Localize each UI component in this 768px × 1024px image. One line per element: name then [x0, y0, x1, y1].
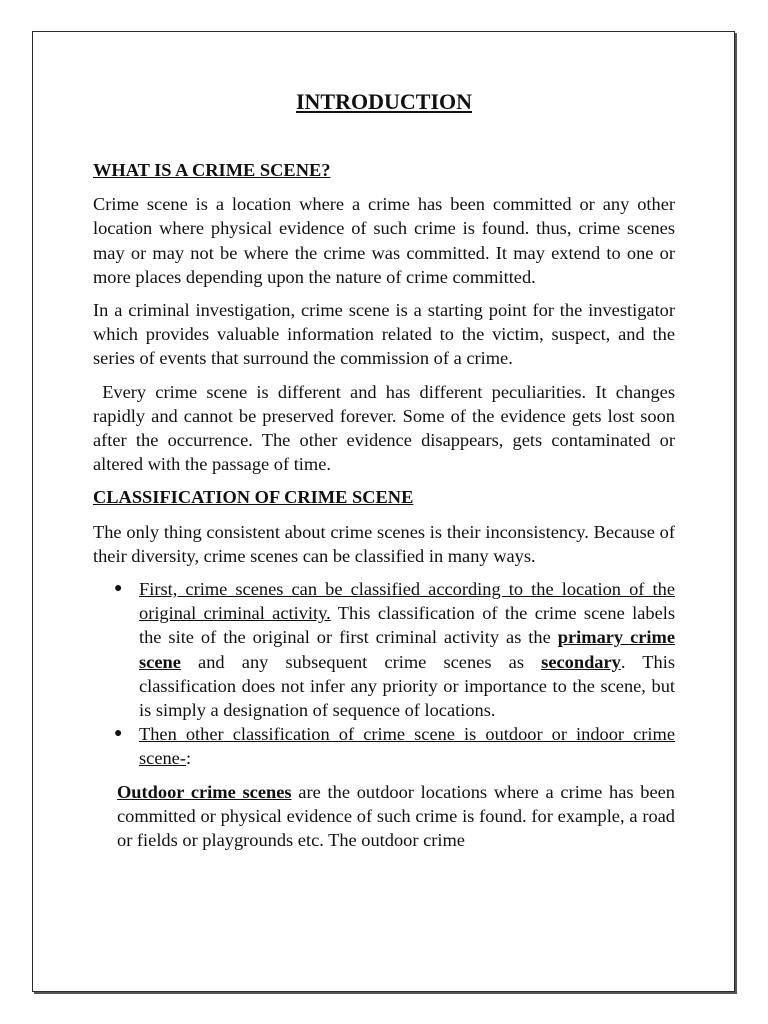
- document-body: [93, 86, 680, 852]
- outdoor-paragraph: Outdoor crime scenes are the outdoor locations where a crime has been committed or physical evidence of such crime is found. for example, a road or fields or playgrounds etc. The outdoor crime: [117, 781, 676, 851]
- paragraph: Every crime scene is different and has different peculiarities. It changes rapidly and cannot be preserved forever. Some of the evidence gets lost soon after the occurrence. The other evidence disappears, gets contaminated or altered with the passage of time.: [93, 381, 680, 475]
- section-heading-classification: CLASSIFICATION OF CRIME SCENE: [93, 487, 414, 508]
- classification-list: [93, 577, 675, 771]
- paragraph: Crime scene is a location where a crime has been committed or any other location where physical evidence of such crime is found. thus, crime scenes may or may not be where the crime was committed. It may extend to one or more places depending upon the nature of crime committed.: [93, 194, 675, 287]
- paragraph: The only thing consistent about crime scenes is their inconsistency. Because of their diversity, crime scenes can be classified in many ways.: [93, 521, 675, 566]
- page-title: INTRODUCTION: [295, 89, 473, 114]
- section-heading-crime-scene: WHAT IS A CRIME SCENE?: [93, 160, 331, 180]
- list-item: ● First, crime scenes can be classified according to the location of the original criminal activity. This classification of the crime scene labels the site of the original or first criminal activity as the primary crime scene and any subsequent crime scenes as secondary. This classification does not infer any priority or importance to the scene, but is simply a designation of sequence of locations.: [114, 579, 676, 721]
- list-item: ● Then other classification of crime scene is outdoor or indoor crime scene-:: [114, 724, 675, 769]
- bullet-icon: ●: [114, 581, 123, 597]
- bullet-icon: ●: [114, 726, 123, 742]
- paragraph: In a criminal investigation, crime scene is a starting point for the investigator which provides valuable information related to the victim, suspect, and the series of events that surround the commission of a crime.: [93, 300, 675, 369]
